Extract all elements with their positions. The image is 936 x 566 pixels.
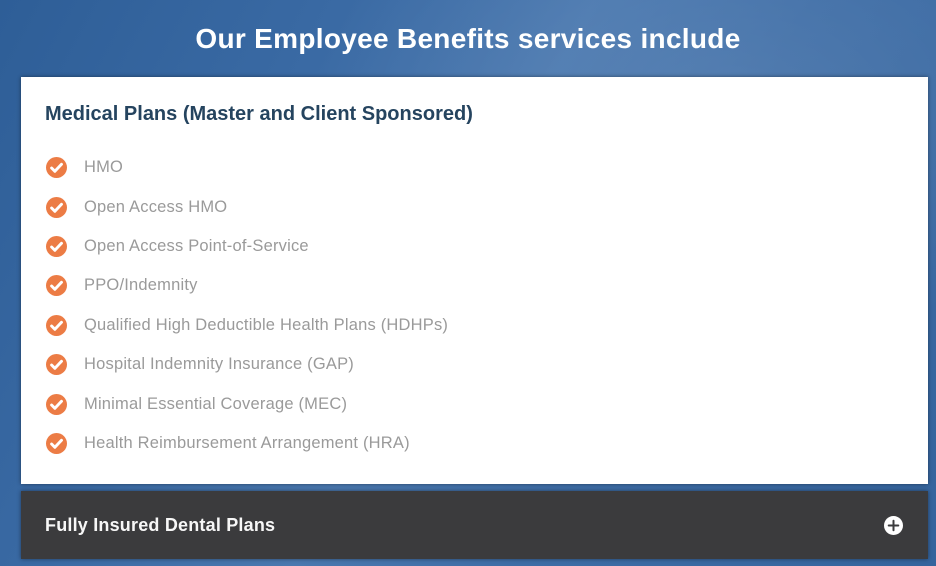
list-item (45, 266, 904, 305)
check-circle-icon (46, 236, 67, 257)
list-item (45, 345, 904, 384)
accordion-header-dental-plans: Fully Insured Dental Plans (45, 514, 276, 535)
check-circle-icon (46, 354, 67, 375)
check-circle-icon (46, 394, 67, 415)
benefit-label: Open Access Point-of-Service (84, 236, 309, 255)
section-title: Our Employee Benefits services include (195, 22, 741, 54)
list-item (45, 424, 904, 463)
list-item (45, 384, 904, 423)
benefit-label: Health Reimbursement Arrangement (HRA) (84, 433, 410, 452)
accordion-header-medical-plans[interactable]: Medical Plans (Master and Client Sponsored) (45, 103, 473, 125)
benefit-label: HMO (84, 158, 124, 177)
list-item (45, 187, 904, 226)
benefit-label: Hospital Indemnity Insurance (GAP) (84, 355, 354, 374)
check-circle-icon (46, 197, 67, 218)
check-circle-icon (46, 275, 67, 296)
accordion-panel-dental-plans[interactable] (21, 491, 928, 559)
benefit-label: Open Access HMO (84, 197, 228, 216)
plus-circle-icon[interactable] (884, 516, 903, 535)
list-item (45, 227, 904, 266)
check-circle-icon (46, 433, 67, 454)
section-header (0, 0, 936, 77)
benefit-list (45, 148, 904, 463)
benefit-label: Minimal Essential Coverage (MEC) (84, 394, 348, 413)
check-circle-icon (46, 315, 67, 336)
benefit-label: PPO/Indemnity (84, 276, 198, 295)
list-item (45, 306, 904, 345)
benefit-label: Qualified High Deductible Health Plans (HDHPs) (84, 315, 449, 334)
list-item (45, 148, 904, 187)
accordion-panel-medical-plans (21, 77, 928, 484)
check-circle-icon (46, 157, 67, 178)
